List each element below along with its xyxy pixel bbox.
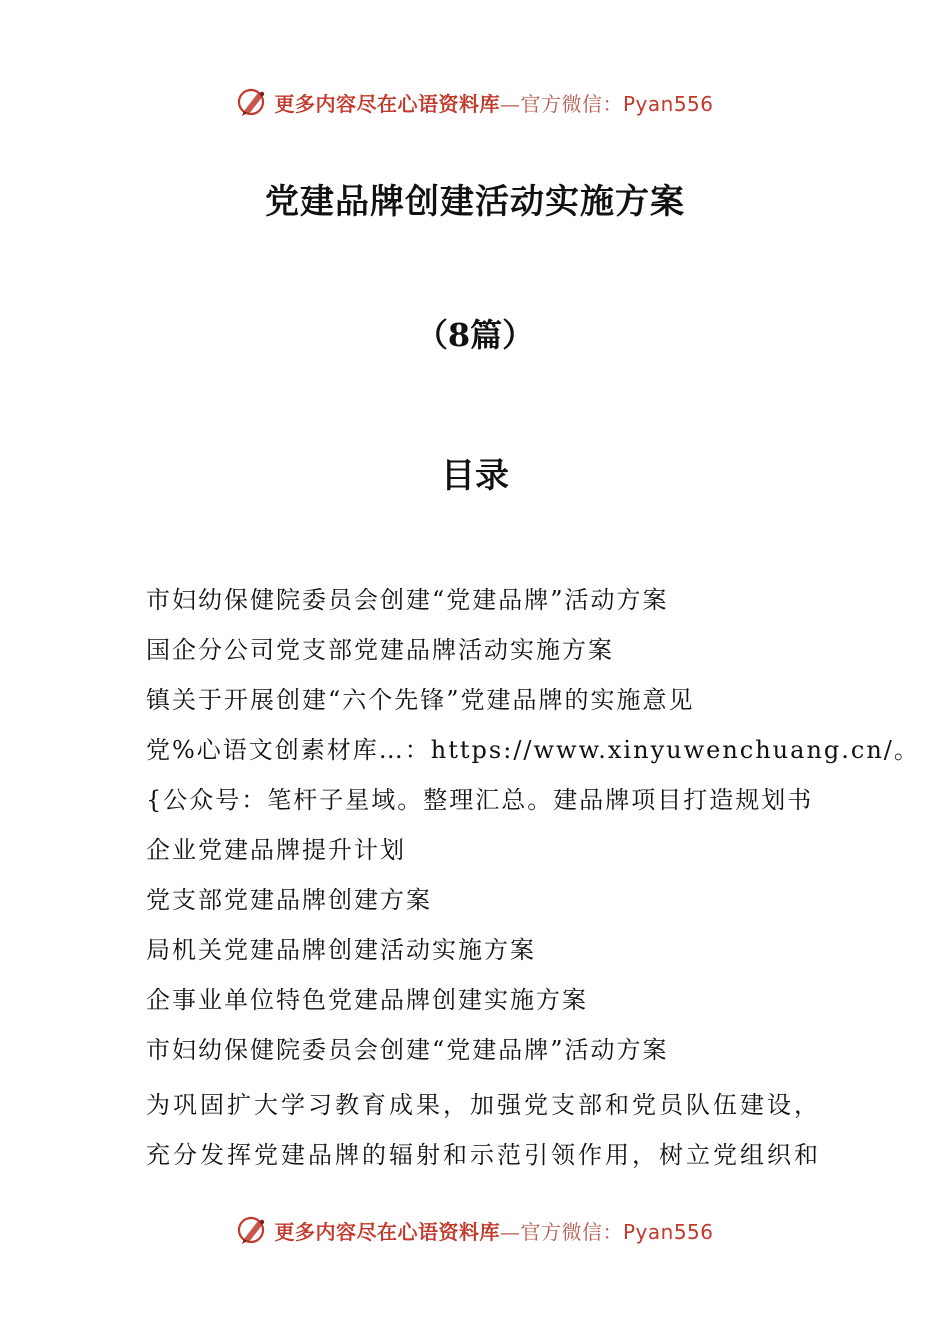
banner-separator: — [499, 1219, 521, 1244]
pen-logo-icon [236, 85, 270, 119]
toc-item[interactable]: 局机关党建品牌创建活动实施方案 [146, 936, 536, 964]
toc-item[interactable]: 党支部党建品牌创建方案 [146, 886, 432, 914]
body-paragraph [146, 1080, 836, 1180]
toc-item[interactable]: 国企分公司党支部党建品牌活动实施方案 [146, 636, 614, 664]
table-of-contents [146, 582, 920, 1082]
banner-wechat-label: 官方微信： [520, 91, 623, 116]
document-title: 党建品牌创建活动实施方案 [265, 182, 685, 222]
body-line: 充分发挥党建品牌的辐射和示范引领作用，树立党组织和 [146, 1141, 821, 1169]
toc-item[interactable]: 市妇幼保健院委员会创建“党建品牌”活动方案 [146, 586, 669, 614]
banner-wechat-id: Pyan556 [622, 91, 714, 116]
pen-logo-icon [236, 1213, 270, 1247]
footer-banner [0, 1210, 950, 1250]
banner-wechat-id: Pyan556 [622, 1219, 714, 1244]
banner-wechat-label: 官方微信： [520, 1219, 623, 1244]
toc-item[interactable]: {公众号：笔杆子星域。整理汇总。建品牌项目打造规划书 [146, 786, 814, 814]
toc-heading: 目录 [441, 456, 509, 496]
toc-item[interactable]: 企事业单位特色党建品牌创建实施方案 [146, 986, 588, 1014]
banner-text: 更多内容尽在心语资料库 [274, 91, 500, 116]
toc-item[interactable]: 市妇幼保健院委员会创建“党建品牌”活动方案 [146, 1036, 669, 1064]
toc-item[interactable]: 党%心语文创素材库…：https://www.xinyuwenchuang.cn/。 [146, 736, 920, 764]
document-subtitle: （8篇） [415, 316, 535, 354]
toc-item[interactable]: 镇关于开展创建“六个先锋”党建品牌的实施意见 [146, 686, 695, 714]
header-banner [0, 82, 950, 122]
toc-item[interactable]: 企业党建品牌提升计划 [146, 836, 406, 864]
banner-separator: — [499, 91, 521, 116]
banner-text: 更多内容尽在心语资料库 [274, 1219, 500, 1244]
body-line: 为巩固扩大学习教育成果，加强党支部和党员队伍建设， [146, 1091, 821, 1119]
